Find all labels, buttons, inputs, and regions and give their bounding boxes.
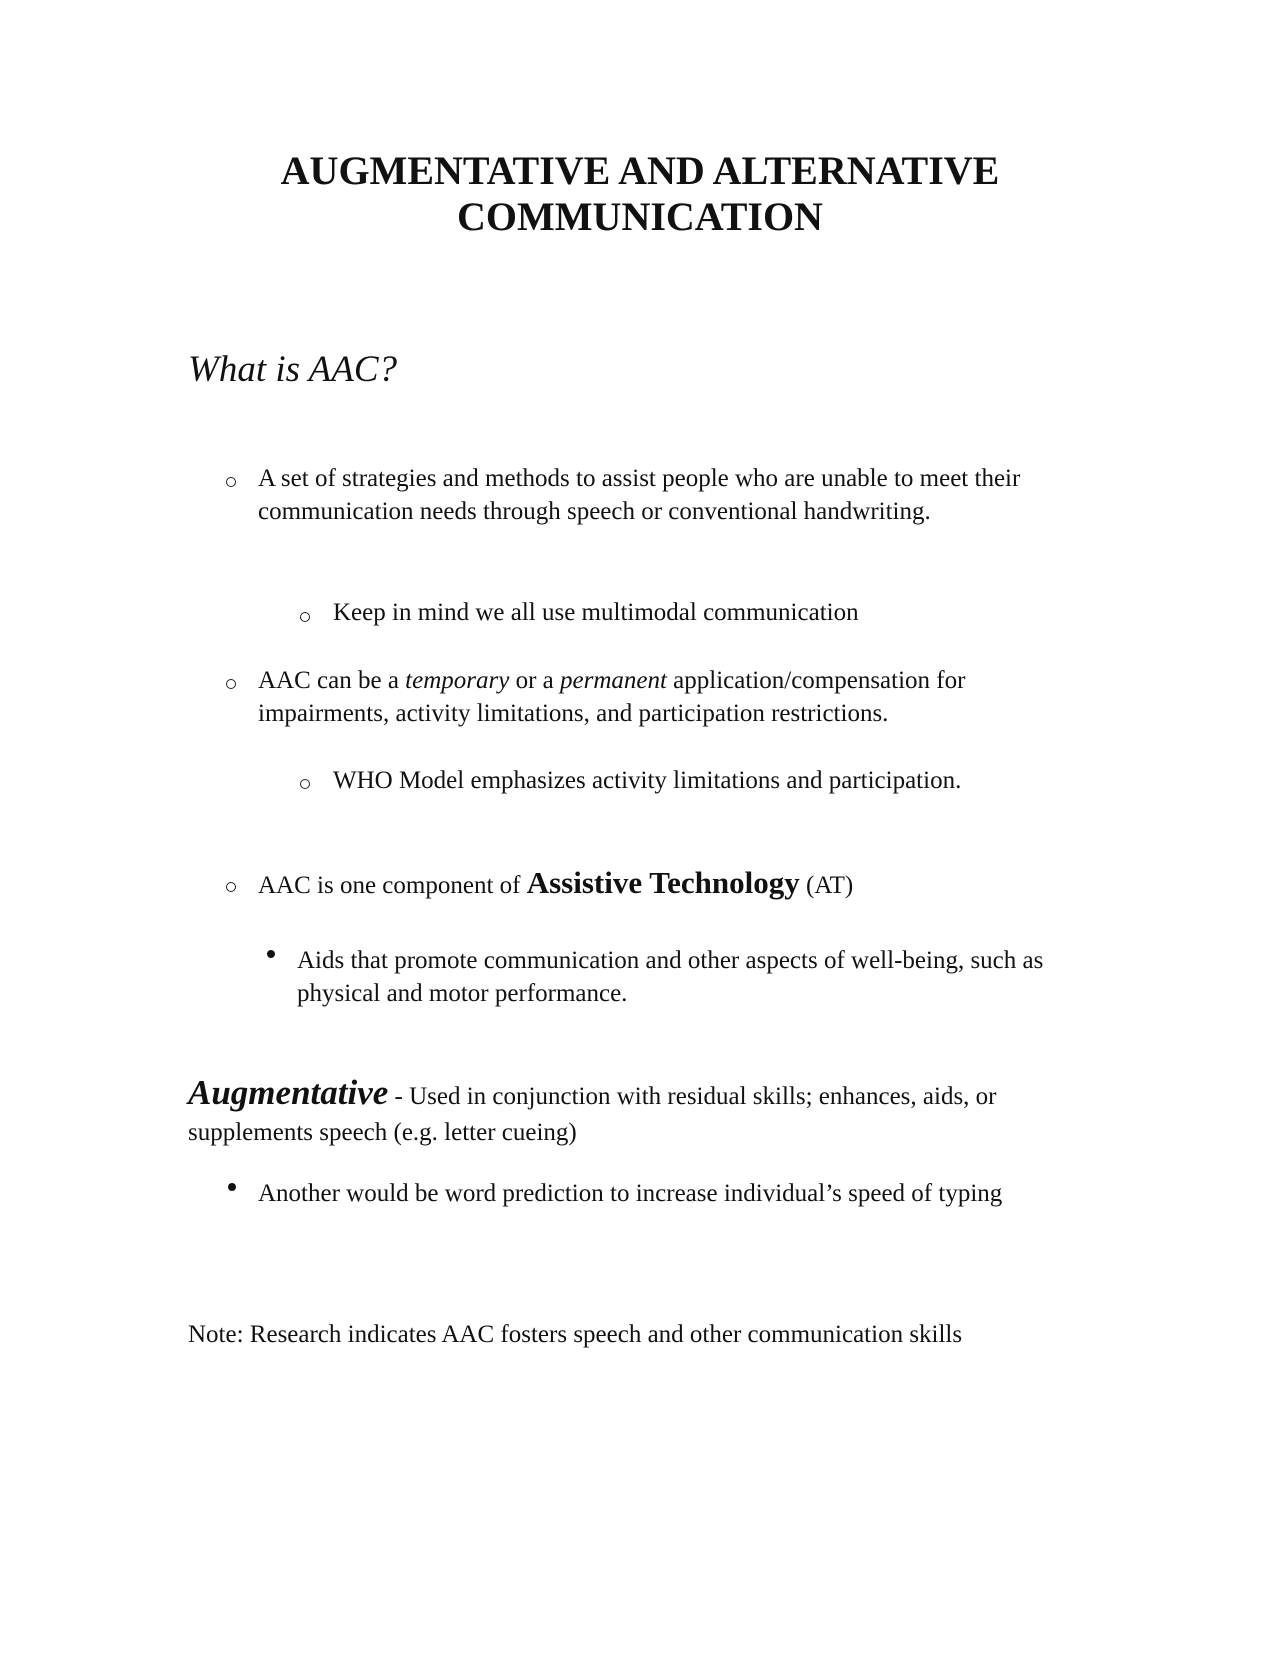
hollow-circle-bullet-icon bbox=[300, 779, 310, 789]
emphasis-temporary: temporary bbox=[405, 667, 510, 694]
list-item-text-part: or a bbox=[509, 667, 560, 694]
emphasis-permanent: permanent bbox=[560, 667, 667, 694]
augmentative-term: Augmentative bbox=[188, 1073, 389, 1112]
assistive-technology-term: Assistive Technology bbox=[526, 865, 800, 900]
hollow-circle-bullet-icon bbox=[226, 477, 236, 487]
note-text: Note: Research indicates AAC fosters speech and other communication skills bbox=[188, 1321, 963, 1348]
augmentative-definition-text: - Used in conjunction with residual skills; enhances, aids, or supplements speech (e.g. letter cueing) bbox=[188, 1083, 997, 1146]
hollow-circle-bullet-icon bbox=[300, 612, 310, 622]
filled-bullet-icon bbox=[228, 1183, 236, 1191]
list-item-text: A set of strategies and methods to assist people who are unable to meet their communication needs through speech or conventional handwriting. bbox=[258, 465, 1021, 525]
list-item-text-part: AAC can be a bbox=[258, 667, 406, 694]
hollow-circle-bullet-icon bbox=[226, 882, 236, 892]
list-item-text bbox=[258, 664, 1048, 730]
list-item-text: Aids that promote communication and other aspects of well-being, such as physical and motor performance. bbox=[297, 947, 1044, 1007]
list-item-text-part: AAC is one component of bbox=[258, 872, 527, 899]
section-heading: What is AAC? bbox=[188, 349, 397, 390]
document-title bbox=[0, 148, 1280, 240]
list-item-text: Keep in mind we all use multimodal communication bbox=[333, 599, 859, 626]
hollow-circle-bullet-icon bbox=[226, 679, 236, 689]
list-item-text: Another would be word prediction to increase individual’s speed of typing bbox=[258, 1180, 1003, 1207]
list-item-text bbox=[258, 866, 1058, 902]
augmentative-definition bbox=[188, 1075, 1088, 1151]
title-line-1: AUGMENTATIVE AND ALTERNATIVE bbox=[280, 148, 1000, 193]
list-item-text-part: application/compensation for impairments, activity limitations, and participation restrictions. bbox=[258, 667, 966, 727]
title-line-2: COMMUNICATION bbox=[457, 194, 823, 239]
list-item-text: WHO Model emphasizes activity limitations and participation. bbox=[333, 767, 962, 794]
filled-bullet-icon bbox=[267, 950, 275, 958]
list-item-text-part: (AT) bbox=[799, 872, 854, 899]
